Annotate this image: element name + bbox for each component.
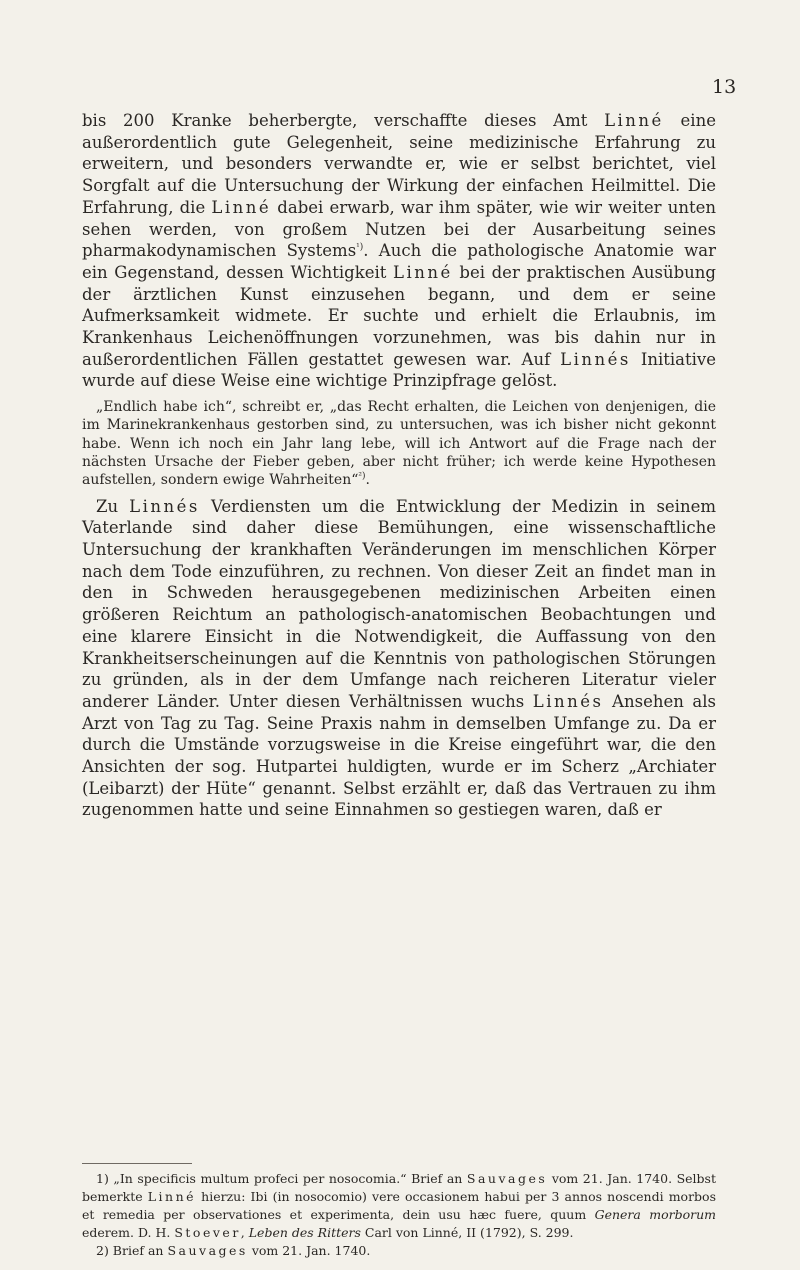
name-linne: Linné: [211, 197, 272, 217]
footnote-2: 2) Brief an Sauvages vom 21. Jan. 1740.: [96, 1243, 371, 1259]
footnote-divider: [82, 1163, 192, 1164]
paragraph-2: Zu Linnés Verdiensten um die Entwicklung der Medizin in seinem Vaterlande sind daher diese Bemühungen, eine wissenschaftliche Untersuchung der krankhaften Veränderungen im menschlichen Körper nach dem Tode einzuführen, zu rechnen. Von dieser Zeit an findet man in den in Schweden herausgegebenen medizinischen Arbeiten einen größeren Reichtum an pathologisch-anatomischen Beobachtungen und eine klarere Einsicht in die Notwendigkeit, die Auffassung von den Krankheitserscheinungen auf die Kenntnis von pathologischen Störungen zu gründen, als in der dem Umfange nach reicheren Literatur vieler anderer Länder. Unter diesen Verhältnissen wuchs Linnés Ansehen als Arzt von Tag zu Tag. Seine Praxis nahm in demselben Umfange zu. Da er durch die Umstände vorzugsweise in die Kreise eingeführt war, die den Ansichten der sog. Hutpartei huldigten, wurde er im Scherz „Archiater (Leibarzt) der Hüte“ genannt. Selbst erzählt er, daß das Vertrauen zu ihm zugenommen hatte und seine Einnahmen so gestiegen waren, daß er: [82, 496, 716, 820]
page-number: 13: [712, 76, 737, 98]
paragraph-1: bis 200 Kranke beherbergte, verschaffte dieses Amt Linné eine außerordentlich gute Gelegenheit, seine medizinische Erfahrung zu erweitern, und besonders verwandte er, wie er selbst berichtet, viel Sorgfalt auf die Untersuchung der Wirkung der einfachen Heilmittel. Die Erfahrung, die Linné dabei erwarb, war ihm später, wie wir weiter unten sehen werden, von großem Nutzen bei der Ausarbeitung seines pharmakodynamischen Systems$^{^1)}$. Auch die pathologische Anatomie war ein Gegenstand, dessen Wichtigkeit Linné bei der praktischen Ausübung der ärztlichen Kunst einzusehen begann, und dem er seine Aufmerksamkeit widmete. Er suchte und erhielt die Erlaubnis, im Krankenhaus Leichenöffnungen vorzunehmen, was bis dahin nur in außerordentlichen Fällen gestattet gewesen war. Auf Linnés Initiative wurde auf diese Weise eine wichtige Prinzipfrage gelöst.: [82, 111, 717, 391]
footnotes: [82, 1170, 716, 1260]
footnote-ref-1[interactable]: ¹): [356, 242, 364, 253]
name-linnes: Linnés: [129, 496, 200, 516]
name-linnes: Linnés: [560, 349, 631, 369]
name-linnes: Linnés: [532, 691, 604, 711]
name-linne: Linné: [393, 262, 453, 282]
block-quote: „Endlich habe ich“, schreibt er, „das Recht erhalten, die Leichen von denjenigen, die im Marinekrankenhaus gestorben sind, zu untersuchen, was ich bisher nicht gekonnt habe. Wenn ich noch ein Jahr lang lebe, will ich Antwort auf die Frage nach der nächsten Ursache der Fieber geben, aber nicht früher; ich werde keine Hypothesen aufstellen, sondern ewige Wahrheiten“$^{^2)}$.: [82, 399, 716, 489]
footnote-1: 1) „In specificis multum profeci per nosocomia.“ Brief an Sauvages vom 21. Jan. 1740. Selbst bemerkte Linné hierzu: Ibi (in nosocomio) vere occasionem habui per 3 annos noscendi morbos et remedia per observationes et experimenta, dein usu hæc fuere, quum Genera morborum ederem. D. H. Stoever, Leben des Ritters Carl von Linné, II (1792), S. 299.: [82, 1171, 716, 1241]
name-linne: Linné: [604, 111, 664, 130]
footnote-ref-2[interactable]: ²): [358, 471, 366, 482]
body-text: [82, 110, 716, 821]
